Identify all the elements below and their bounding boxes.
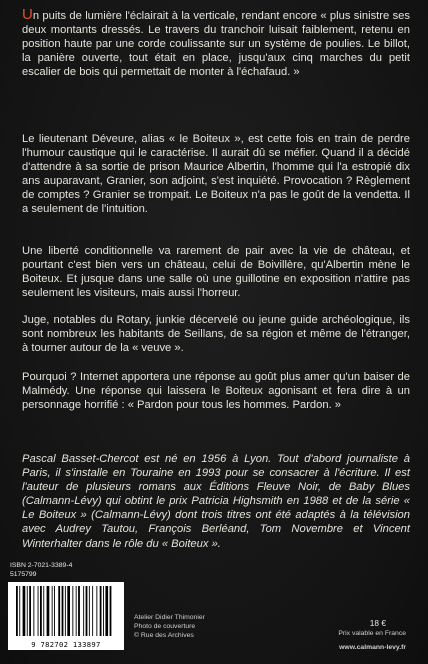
- quote-text: n puits de lumière l'éclairait à la verticale, rendant encore « plus sinistre ses deux montants dressés. Le travers du tranchoir luisait faiblement, retenu en position haute par une corde coulissante sur un système de poulies. Le billot, la panière ouverte, tout était en place, jusqu'aux cinq marches du petit escalier de bois qui permettait de monter à l'échafaud. »: [22, 10, 410, 79]
- price: 18 €: [369, 618, 386, 628]
- barcode: [8, 582, 124, 650]
- author-bio: [22, 452, 410, 551]
- isbn-number: ISBN 2-7021-3389-4: [10, 562, 73, 569]
- synopsis-paragraph-4: [22, 370, 410, 412]
- publisher-website[interactable]: www.calmann-levy.fr: [339, 644, 406, 651]
- paragraph-text: Une liberté conditionnelle va rarement de pair avec la vie de château, et pourtant c'est bien vers un château, celui de Boivillère, qu'Albertin mène le Boiteux. Et jusque dans une salle où une guillotine en exposition n'attire pas seulement les visiteurs, mais aussi l'horreur.: [22, 245, 410, 300]
- credit-line: © Rue des Archives: [134, 632, 194, 639]
- isbn-block: [10, 561, 72, 579]
- cover-credits: [134, 613, 205, 640]
- bio-text: Pascal Basset-Chercot est né en 1956 à Lyon. Tout d'abord journaliste à Paris, il s'installe en Touraine en 1993 pour se consacrer à l'écriture. Il est l'auteur de plusieurs romans aux Éditions Fleuve Noir, de Baby Blues (Calmann-Lévy) qui obtint le prix Patricia Highsmith en 1988 et de la série « Le Boiteux » (Calmann-Lévy) dont trois titres ont été adaptés à la télévision avec Audrey Tautou, François Berléand, Tom Novembre et Vincent Winterhalter dans le rôle du « Boiteux ».: [22, 453, 410, 550]
- credit-line: Photo de couverture: [134, 623, 196, 630]
- quote-paragraph: [22, 8, 410, 79]
- isbn-code: 5175799: [10, 571, 37, 578]
- credit-line: Atelier Didier Thimonier: [134, 614, 205, 621]
- synopsis-paragraph-1: [22, 132, 410, 217]
- synopsis-paragraph-2: [22, 244, 410, 300]
- paragraph-text: Le lieutenant Déveure, alias « le Boiteux », est cette fois en train de perdre l'humour caustique qui le caractérise. Il aurait dû se méfier. Quand il a décidé d'attendre à sa sortie de prison Maurice Albertin, l'homme qui l'a estropié dix ans auparavant, Granier, son adjoint, s'est inquiété. Provocation ? Règlement de comptes ? Granier se trompait. Le Boiteux n'a pas le goût de la vendetta. Il a seulement de l'intuition.: [22, 133, 410, 216]
- excerpt-quote: [22, 8, 410, 79]
- price-note: Prix valable en France: [338, 630, 406, 637]
- barcode-bars-icon: [8, 582, 124, 640]
- synopsis-paragraph-3: [22, 313, 410, 355]
- paragraph-text: Pourquoi ? Internet apportera une réponse au goût plus amer qu'un baiser de Malmédy. Une réponse qui laissera le Boiteux agonisant et fera dire à un personnage horrifié : « Pardon pour tous les hommes. Pardon. »: [22, 371, 410, 412]
- barcode-digits: 9 782702 133897: [31, 640, 101, 649]
- paragraph-text: Juge, notables du Rotary, junkie décervelé ou jeune guide archéologique, ils sont nombreux les habitants de Seillans, de sa région et même de l'étranger, à tourner autour de la « veuve ».: [22, 314, 410, 355]
- drop-cap: U: [22, 6, 33, 23]
